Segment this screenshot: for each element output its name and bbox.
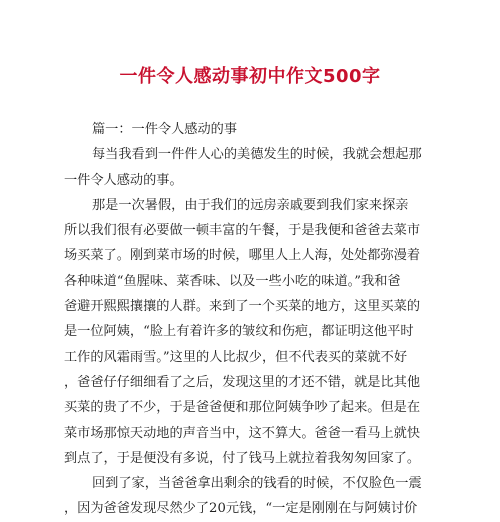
paragraph-line: 到点了，于是便没有多说，付了钱马上就拉着我匆匆回家了。 (64, 450, 421, 466)
paragraph-line: 买菜的贵了不少，于是爸爸便和那位阿姨争吵了起来。但是在 (64, 400, 421, 416)
document-title: 一件令人感动事初中作文500字 (119, 66, 381, 87)
paragraph-line: ，因为爸爸发现尽然少了20元钱，“一定是刚刚在与阿姨讨价 (64, 501, 418, 517)
paragraph-line: 那是一次暑假，由于我们的远房亲戚要到我们家来探亲 (92, 197, 409, 213)
paragraph-line: 一件令人感动的事。 (64, 172, 183, 188)
paragraph-line: 回到了家，当爸爸拿出剩余的钱看的时候，不仅脸色一震 (92, 476, 422, 492)
section-heading: 篇一：一件令人感动的事 (92, 122, 238, 137)
paragraph-line: 是一位阿姨，“脸上有着许多的皱纹和伤疤，都证明这他平时 (64, 324, 414, 340)
paragraph-line: 爸避开熙熙攘攘的人群。来到了一个买菜的地方，这里买菜的 (64, 299, 421, 315)
paragraph-line: ，爸爸仔仔细细看了之后，发现这里的才还不错，就是比其他 (64, 374, 421, 390)
paragraph-line: 菜市场那惊天动地的声音当中，这不算大。爸爸一看马上就快 (64, 425, 421, 441)
paragraph-line: 各种味道“鱼腥味、菜香味、以及一些小吃的味道。”我和爸 (64, 273, 401, 289)
paragraph-line: 场买菜了。刚到菜市场的时候，哪里人上人海，处处都弥漫着 (64, 248, 421, 264)
document-body (64, 117, 434, 522)
paragraph-line: 工作的风霜雨雪。”这里的人比叔少，但不代表买的菜就不好 (64, 349, 408, 365)
paragraph-line: 每当我看到一件件人心的美德发生的时候，我就会想起那 (92, 147, 422, 163)
paragraph-line: 所以我们很有必要做一顿丰富的午餐，于是我便和爸爸去菜市 (64, 223, 421, 239)
